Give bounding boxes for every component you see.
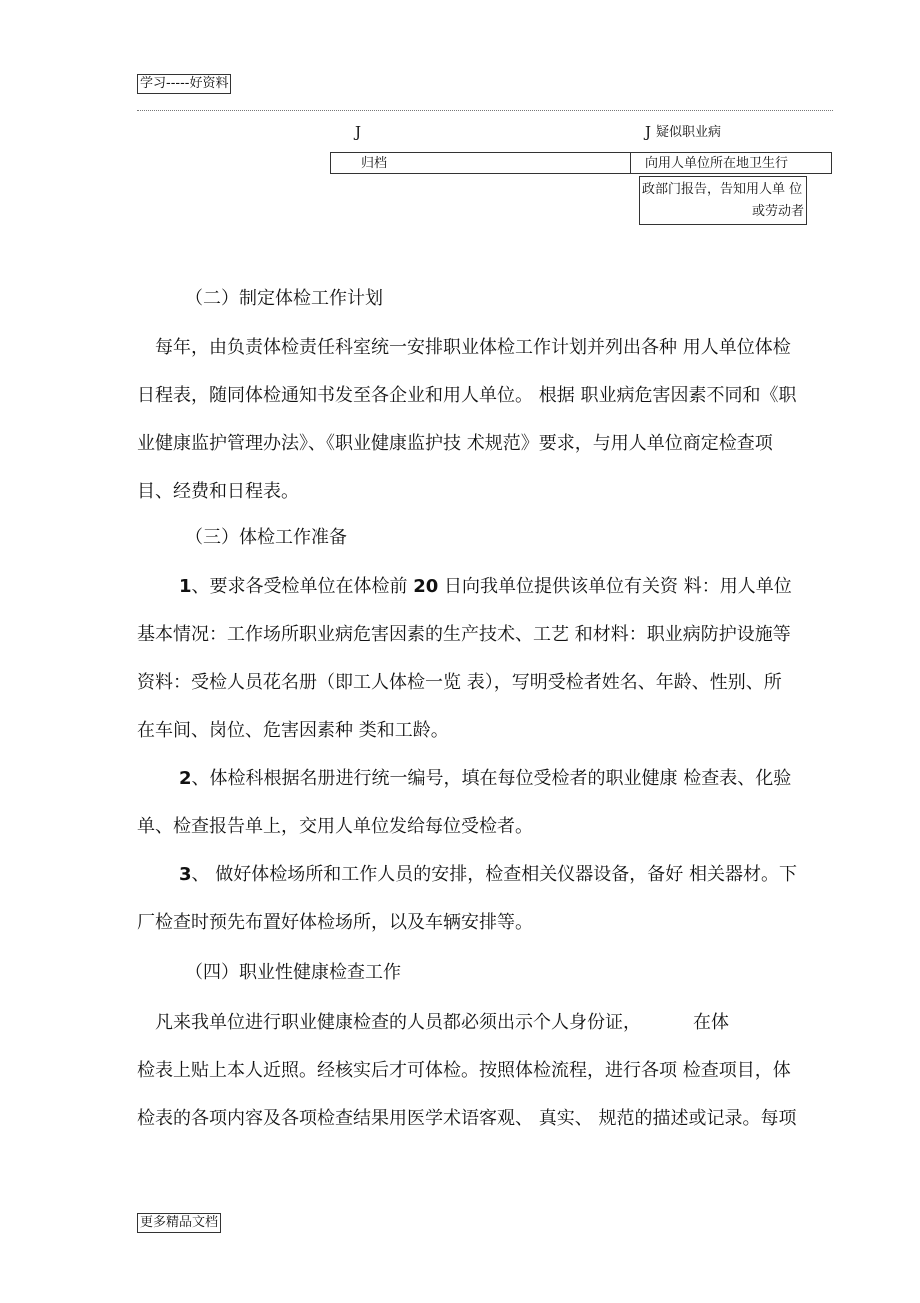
item-1-first-line (137, 569, 837, 617)
section-2-heading: （二）制定体检工作计划 (185, 288, 383, 309)
section-4-line: 检表上贴上本人近照。经核实后才可体检。按照体检流程，进行各项 检查项目，体 (137, 1060, 791, 1081)
section-4-body (137, 1005, 837, 1149)
item-1-text-b: 日向我单位提供该单位有关资 料：用人单位 (438, 576, 792, 597)
archive-label: 归档 (361, 156, 388, 171)
section-2-body (137, 330, 837, 522)
flow-row (330, 152, 832, 174)
section-2-line: 目、经费和日程表。 (137, 481, 299, 502)
item-1-line: 基本情况：工作场所职业病危害因素的生产技术、工艺 和材料：职业病防护设施等 (137, 624, 791, 645)
section-4-line: 检表的各项内容及各项检查结果用医学术语客观、 真实、 规范的描述或记录。每项 (137, 1108, 797, 1129)
section-2-line: 每年，由负责体检责任科室统一安排职业体检工作计划并列出各种 用人单位体检 (155, 337, 791, 358)
item-1-days: 20 (413, 576, 439, 597)
item-2-line: 单、检查报告单上，交用人单位发给每位受检者。 (137, 816, 533, 837)
section-3-heading: （三）体检工作准备 (185, 527, 347, 548)
notify-box (639, 176, 807, 225)
item-3-text: 、 做好体检场所和工作人员的安排，检查相关仪器设备，备好 相关器材。下 (191, 864, 797, 885)
section-2-line: 日程表，随同体检通知书发至各企业和用人单位。 根据 职业病危害因素不同和《职 (137, 385, 797, 406)
flow-divider (630, 153, 631, 173)
section-3-body (137, 569, 837, 953)
header-tag: 学习-----好资料 (137, 74, 231, 94)
section-4-first-line (137, 1005, 837, 1053)
item-3-first-line (137, 857, 837, 905)
item-3-line: 厂检查时预先布置好体检场所，以及车辆安排等。 (137, 912, 533, 933)
item-1-line: 资料：受检人员花名册（即工人体检一览 表），写明受检者姓名、年龄、性别、所 (137, 672, 782, 693)
suspected-disease-label: 疑似职业病 (656, 125, 722, 140)
report-label: 向用人单位所在地卫生行 (645, 156, 789, 171)
section-4-line-1b: 在体 (693, 1012, 729, 1033)
footer-tag: 更多精品文档 (137, 1213, 221, 1233)
flow-arrow-left: J (355, 123, 362, 141)
flow-arrow-right: J (645, 123, 652, 141)
section-4-heading: （四）职业性健康检查工作 (185, 962, 401, 983)
header-divider (137, 110, 833, 111)
item-1-number: 1 (179, 576, 192, 597)
item-1-text-a: 、要求各受检单位在体检前 (191, 576, 414, 597)
item-1-line: 在车间、岗位、危害因素种 类和工龄。 (137, 720, 449, 741)
section-4-line-1a: 凡来我单位进行职业健康检查的人员都必须出示个人身份证， (155, 1012, 641, 1033)
item-2-first-line (137, 761, 837, 809)
notify-line-1: 政部门报告，告知用人单 位 (642, 182, 803, 197)
item-2-number: 2 (179, 768, 192, 789)
item-3-number: 3 (179, 864, 192, 885)
notify-line-2: 或劳动者 (751, 204, 804, 219)
item-2-text: 、体检科根据名册进行统一编号，填在每位受检者的职业健康 检查表、化验 (191, 768, 792, 789)
section-2-line: 业健康监护管理办法》、《职业健康监护技 术规范》要求，与用人单位商定检查项 (137, 433, 773, 454)
